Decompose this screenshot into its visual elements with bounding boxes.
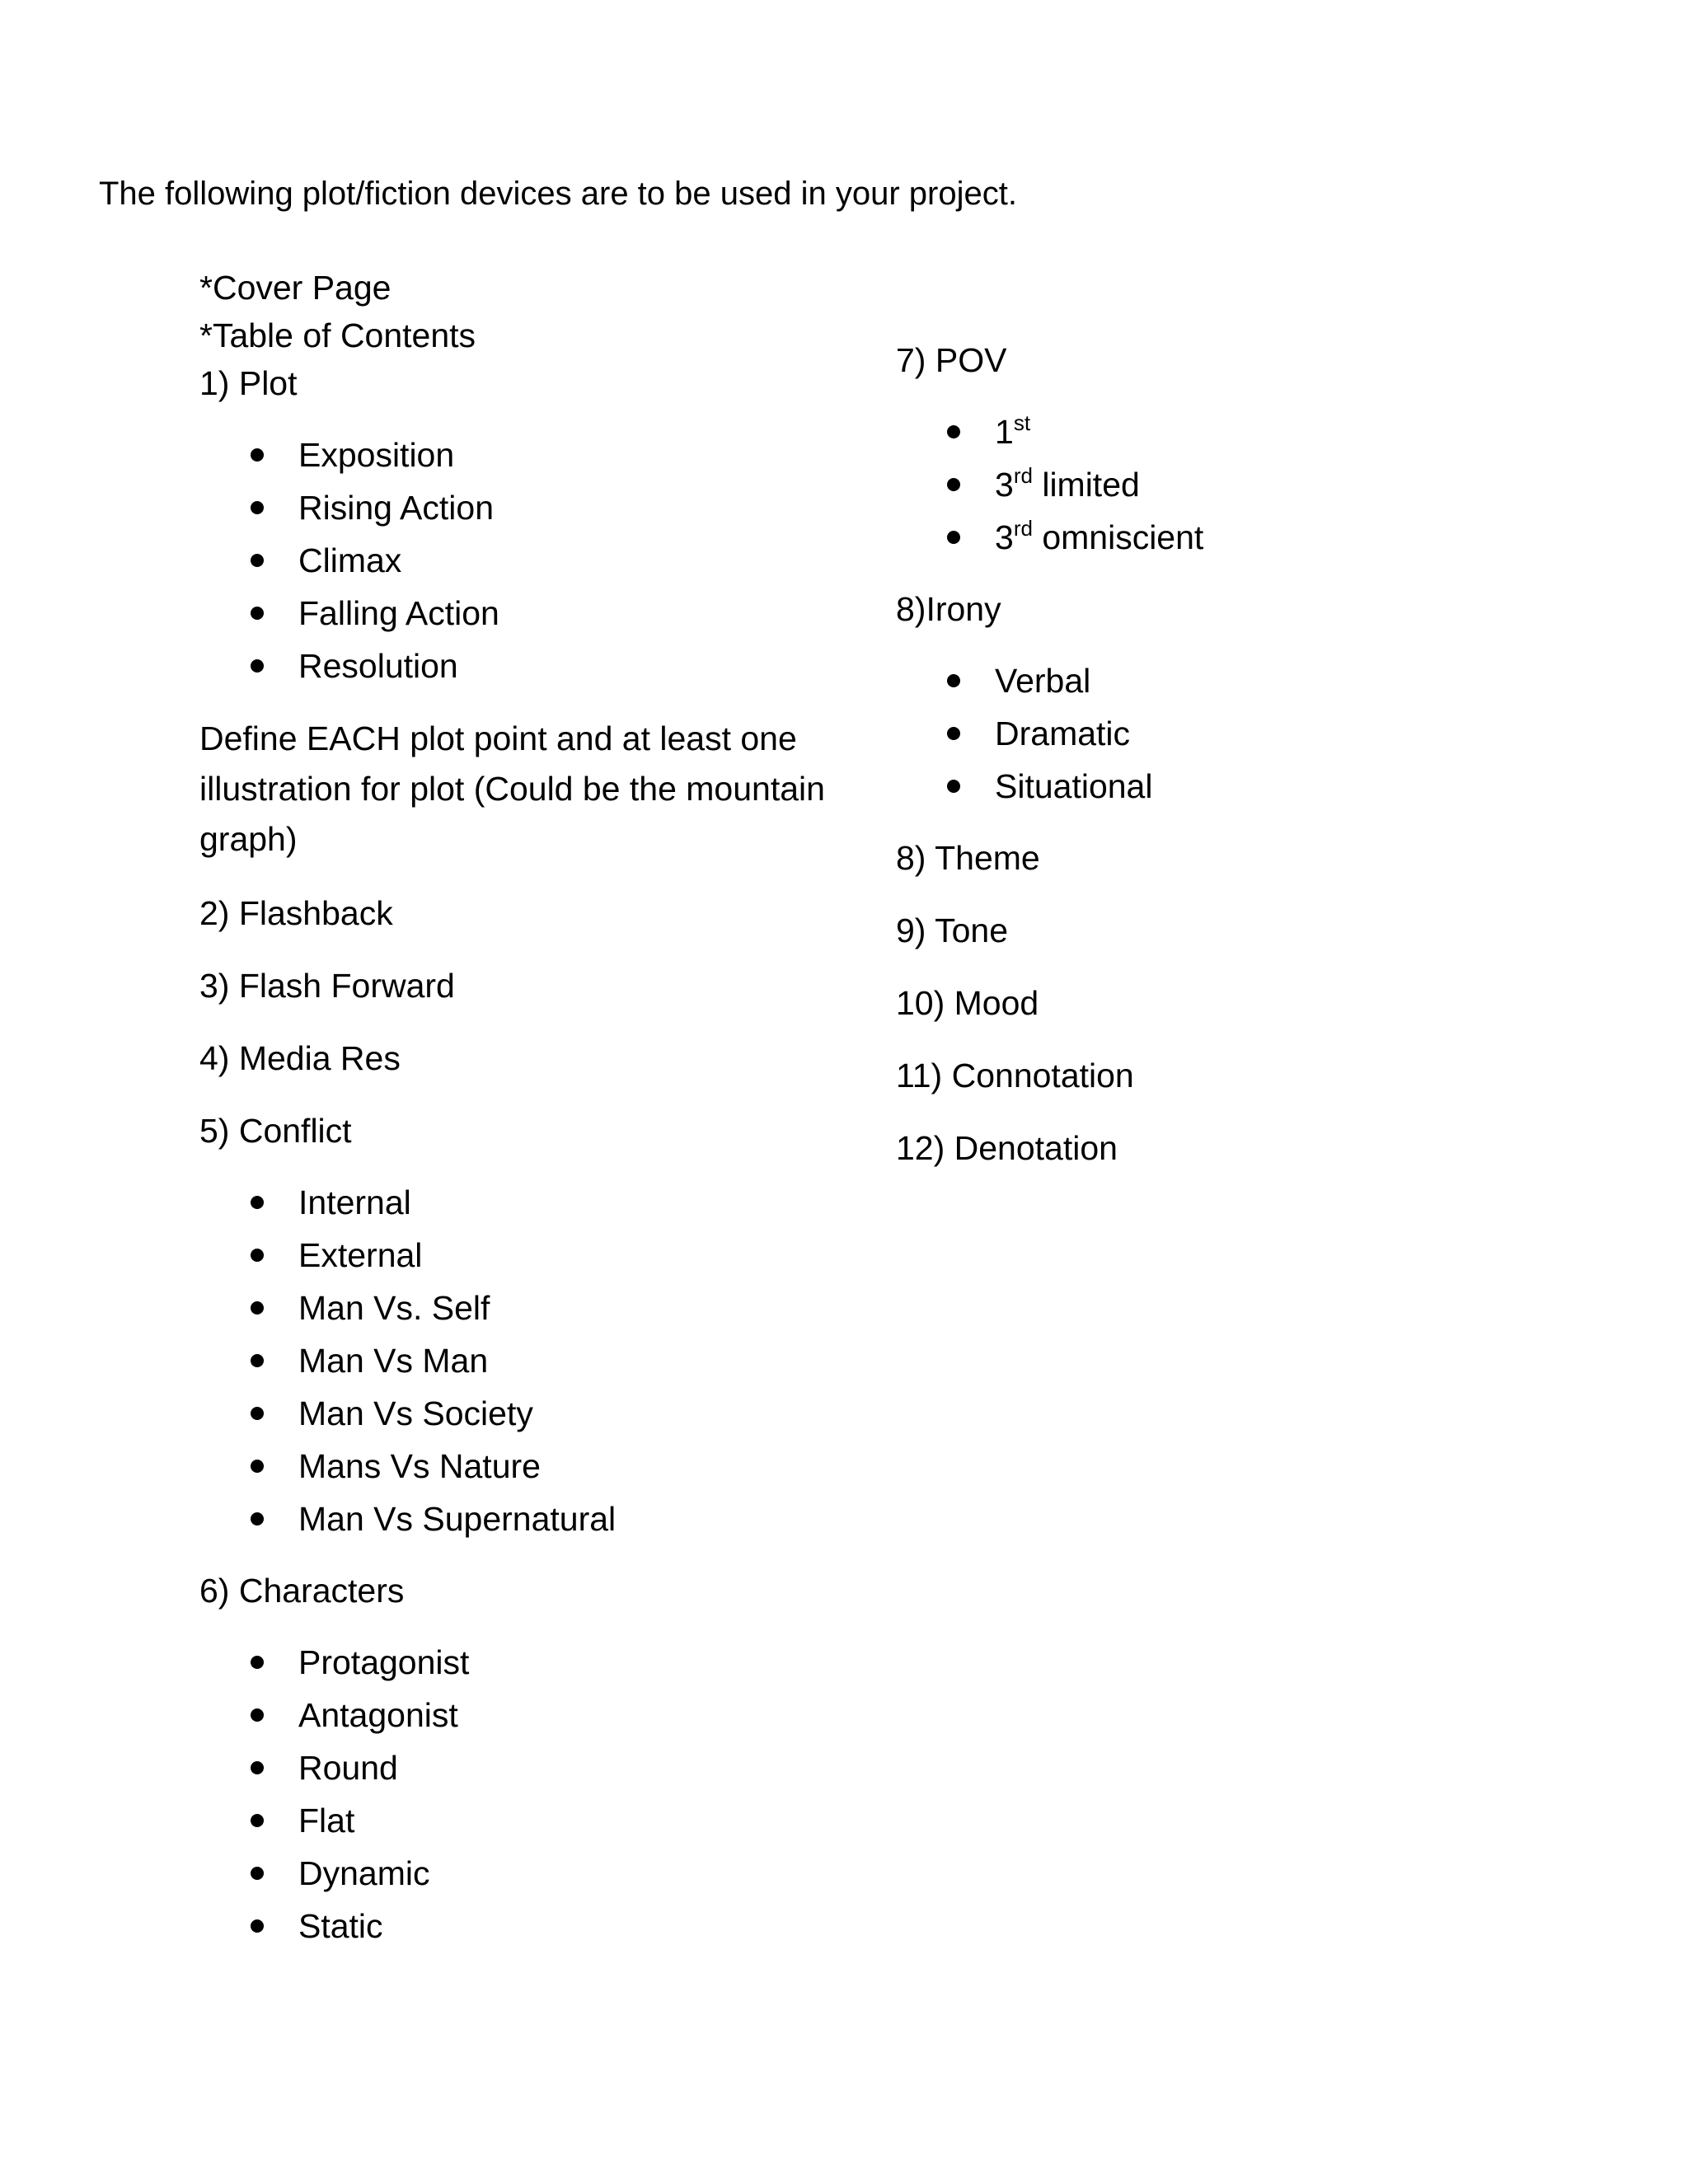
bullet-icon bbox=[251, 1196, 264, 1209]
plot-list bbox=[199, 429, 826, 692]
list-item: Rising Action bbox=[199, 481, 826, 534]
irony-heading: 8)Irony bbox=[896, 590, 1001, 628]
list-item: Man Vs Supernatural bbox=[199, 1493, 826, 1545]
list-item: Round bbox=[199, 1741, 826, 1794]
bullet-icon bbox=[947, 727, 960, 740]
bullet-icon bbox=[251, 1301, 264, 1315]
bullet-icon bbox=[251, 1919, 264, 1933]
pov-list bbox=[896, 405, 1522, 564]
bullet-icon bbox=[251, 1354, 264, 1367]
bullet-icon bbox=[947, 780, 960, 793]
bullet-icon bbox=[947, 531, 960, 544]
bullet-icon bbox=[251, 1708, 264, 1722]
connotation-heading: 11) Connotation bbox=[896, 1057, 1134, 1094]
list-item: Climax bbox=[199, 534, 826, 587]
irony-list bbox=[896, 654, 1522, 813]
bullet-icon bbox=[251, 659, 264, 673]
list-item: Dynamic bbox=[199, 1847, 826, 1900]
list-item: 3rd limited bbox=[896, 458, 1522, 511]
list-item: Flat bbox=[199, 1794, 826, 1847]
list-item: Falling Action bbox=[199, 587, 826, 640]
bullet-icon bbox=[251, 1407, 264, 1420]
bullet-icon bbox=[251, 607, 264, 620]
list-item: Verbal bbox=[896, 654, 1522, 707]
list-item: Man Vs Man bbox=[199, 1334, 826, 1387]
bullet-icon bbox=[251, 554, 264, 567]
cover-page-item: *Cover Page bbox=[199, 269, 392, 307]
denotation-heading: 12) Denotation bbox=[896, 1129, 1118, 1167]
bullet-icon bbox=[251, 1867, 264, 1880]
intro-text: The following plot/fiction devices are to be used in your project. bbox=[99, 176, 1017, 212]
table-of-contents-item: *Table of Contents bbox=[199, 316, 476, 354]
list-item: 3rd omniscient bbox=[896, 511, 1522, 564]
theme-heading: 8) Theme bbox=[896, 839, 1040, 877]
bullet-icon bbox=[947, 674, 960, 687]
bullet-icon bbox=[251, 1460, 264, 1473]
right-column bbox=[896, 336, 1522, 1172]
plot-heading: 1) Plot bbox=[199, 364, 298, 402]
pov-heading: 7) POV bbox=[896, 341, 1007, 379]
list-item: Antagonist bbox=[199, 1689, 826, 1741]
bullet-icon bbox=[947, 425, 960, 438]
characters-heading: 6) Characters bbox=[199, 1572, 405, 1610]
list-item: Man Vs. Self bbox=[199, 1282, 826, 1334]
list-item: Resolution bbox=[199, 640, 826, 692]
conflict-heading: 5) Conflict bbox=[199, 1112, 352, 1150]
list-item: Dramatic bbox=[896, 707, 1522, 760]
list-item: Exposition bbox=[199, 429, 826, 481]
flash-forward-heading: 3) Flash Forward bbox=[199, 967, 455, 1005]
list-item: Man Vs Society bbox=[199, 1387, 826, 1440]
bullet-icon bbox=[251, 501, 264, 514]
left-column bbox=[199, 264, 826, 1952]
bullet-icon bbox=[251, 1512, 264, 1526]
media-res-heading: 4) Media Res bbox=[199, 1039, 401, 1077]
conflict-list bbox=[199, 1176, 826, 1545]
flashback-heading: 2) Flashback bbox=[199, 894, 393, 932]
list-item: Internal bbox=[199, 1176, 826, 1229]
list-item: Mans Vs Nature bbox=[199, 1440, 826, 1493]
list-item: 1st bbox=[896, 405, 1522, 458]
bullet-icon bbox=[251, 1656, 264, 1669]
bullet-icon bbox=[251, 1814, 264, 1827]
bullet-icon bbox=[947, 478, 960, 491]
list-item: Situational bbox=[896, 760, 1522, 813]
characters-list bbox=[199, 1636, 826, 1952]
list-item: Protagonist bbox=[199, 1636, 826, 1689]
bullet-icon bbox=[251, 1249, 264, 1262]
list-item: External bbox=[199, 1229, 826, 1282]
list-item: Static bbox=[199, 1900, 826, 1952]
bullet-icon bbox=[251, 448, 264, 462]
mood-heading: 10) Mood bbox=[896, 984, 1039, 1022]
bullet-icon bbox=[251, 1761, 264, 1774]
tone-heading: 9) Tone bbox=[896, 912, 1009, 949]
plot-note: Define EACH plot point and at least one illustration for plot (Could be the mountain graph) bbox=[199, 719, 825, 858]
